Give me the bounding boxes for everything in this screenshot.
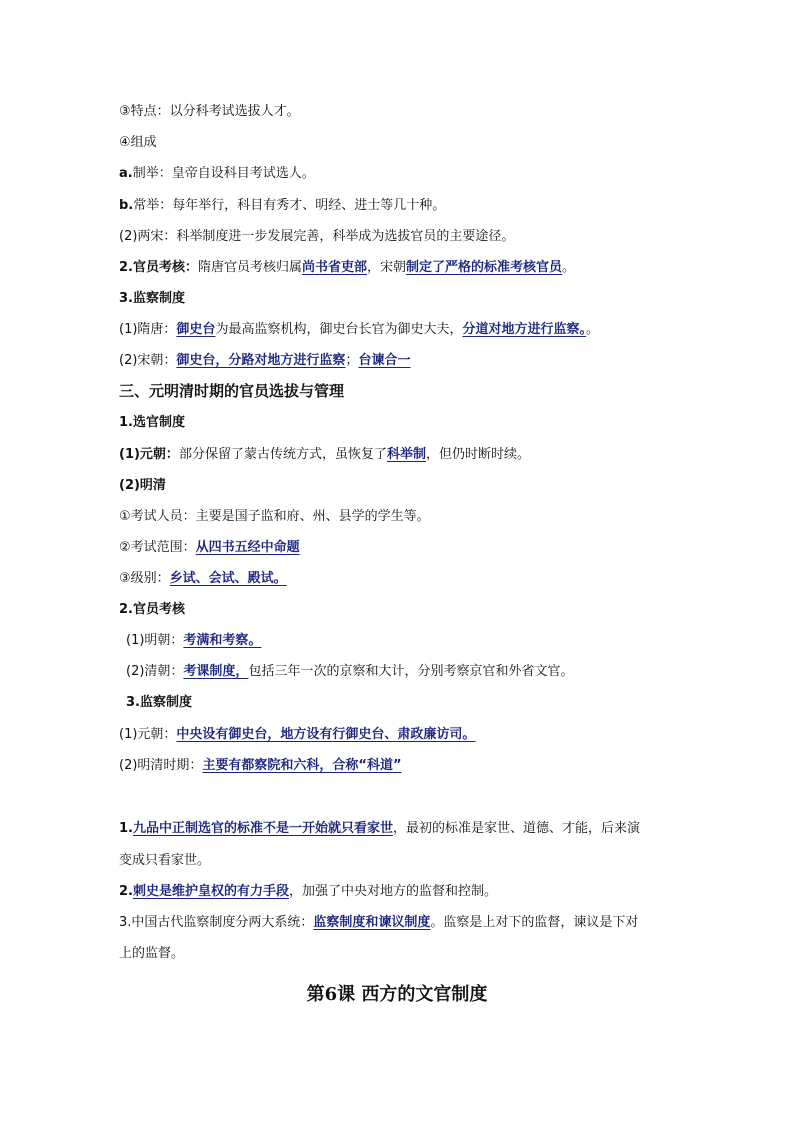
line-ming-assessment <box>126 632 261 650</box>
text: 2.官员考核： <box>119 260 198 275</box>
text: (2)明清时期： <box>119 758 203 773</box>
section-heading <box>119 382 344 400</box>
underlined-key-text: 御史台，分路对地方进行监察 <box>176 353 346 368</box>
text: ，宋朝 <box>367 260 407 275</box>
underlined-key-text: 台谏合一 <box>358 353 411 368</box>
text: (2)宋朝： <box>119 353 177 368</box>
text: 。 <box>585 322 599 337</box>
line-official-assessment <box>119 259 575 277</box>
text: ，最初的标准是家世、道德、才能，后来演 <box>393 821 641 836</box>
text: 常举：每年举行，科目有秀才、明经、进士等几十种。 <box>133 198 446 213</box>
text: (1)元朝： <box>119 447 179 462</box>
line-yuan-supervision <box>119 726 475 744</box>
line-yuan-selection <box>119 446 530 464</box>
text: 为最高监察机构，御史台长官为御史大夫， <box>215 322 463 337</box>
line-exam-scope <box>119 539 300 557</box>
underlined-key-text: 刺史是维护皇权的有力手段 <box>132 884 289 899</box>
underlined-key-text: 乡试、会试、殿试。 <box>169 571 287 586</box>
line-song-keju <box>119 228 514 246</box>
underlined-key-text: 监察制度和谏议制度 <box>313 915 431 930</box>
line-note-1 <box>119 820 640 838</box>
text: ③特点：以分科考试选拔人才。 <box>119 104 300 119</box>
underlined-key-text: 尚书省吏部 <box>302 260 368 275</box>
text: a. <box>119 166 133 181</box>
text: 制举：皇帝自设科目考试选人。 <box>132 166 315 181</box>
text: ； <box>345 353 359 368</box>
underlined-key-text: 考课制度， <box>183 664 249 679</box>
underlined-key-text: 科举制 <box>386 447 426 462</box>
line-exam-candidates <box>119 508 430 526</box>
line-mingqing-heading <box>119 477 166 495</box>
text: 3.中国古代监察制度分两大系统： <box>119 915 314 930</box>
underlined-key-text: 制定了严格的标准考核官员 <box>406 260 563 275</box>
text: 三、元明清时期的官员选拔与管理 <box>119 382 345 400</box>
text: 1.选官制度 <box>119 415 185 430</box>
text: (2)清朝： <box>126 664 184 679</box>
text: (2)明清 <box>119 478 166 493</box>
underlined-key-text: 御史台 <box>176 322 216 337</box>
line-note-2 <box>119 883 497 901</box>
text: ①考试人员：主要是国子监和府、州、县学的学生等。 <box>119 509 430 524</box>
underlined-key-text: 中央设有御史台，地方设有行御史台、肃政廉访司。 <box>176 727 476 742</box>
text: 隋唐官员考核归属 <box>197 260 302 275</box>
line-song-supervision <box>119 352 410 370</box>
line-assessment-heading <box>119 601 185 619</box>
line-qing-assessment <box>126 663 573 681</box>
line-supervision-heading-2 <box>126 694 192 712</box>
underlined-key-text: 考满和考察。 <box>183 633 262 648</box>
line-supervision-heading <box>119 290 185 308</box>
underlined-key-text: 九品中正制选官的标准不是一开始就只看家世 <box>132 821 393 836</box>
line-zhiju <box>119 165 315 183</box>
text: ，加强了中央对地方的监督和控制。 <box>289 884 498 899</box>
underlined-key-text: 主要有都察院和六科，合称“科道” <box>202 758 402 773</box>
line-feature <box>119 103 300 121</box>
text: 3.监察制度 <box>126 695 192 710</box>
text: 上的监督。 <box>119 946 185 961</box>
text: 部分保留了蒙古传统方式，虽恢复了 <box>178 447 387 462</box>
line-note-3 <box>119 914 638 932</box>
line-note-1-cont <box>119 852 210 870</box>
text: 2. <box>119 884 133 899</box>
line-suitang-supervision <box>119 321 599 339</box>
text: (1)隋唐： <box>119 322 177 337</box>
text: ②考试范围： <box>119 540 196 555</box>
text: ④组成 <box>119 135 157 150</box>
text: ，但仍时断时续。 <box>425 447 530 462</box>
line-changju <box>119 197 445 215</box>
underlined-key-text: 从四书五经中命题 <box>195 540 300 555</box>
text: (1)元朝： <box>119 727 177 742</box>
text: 。监察是上对下的监督，谏议是下对 <box>430 915 639 930</box>
text: ③级别： <box>119 571 170 586</box>
text: 包括三年一次的京察和大计，分别考察京官和外省文官。 <box>248 664 574 679</box>
text: 变成只看家世。 <box>119 853 211 868</box>
text: (2)两宋：科举制度进一步发展完善，科举成为选拔官员的主要途径。 <box>119 229 515 244</box>
text: (1)明朝： <box>126 633 184 648</box>
line-exam-levels <box>119 570 287 588</box>
text: 2.官员考核 <box>119 602 185 617</box>
lesson-title: 第6课 西方的文官制度 <box>306 984 488 1005</box>
line-note-3-cont <box>119 945 184 963</box>
line-selection-heading <box>119 414 185 432</box>
line-mingqing-supervision <box>119 757 402 775</box>
text: 。 <box>562 260 576 275</box>
line-composition <box>119 134 157 152</box>
text: 3.监察制度 <box>119 291 185 306</box>
text: b. <box>119 198 134 213</box>
text: 1. <box>119 821 133 836</box>
underlined-key-text: 分道对地方进行监察。 <box>462 322 586 337</box>
